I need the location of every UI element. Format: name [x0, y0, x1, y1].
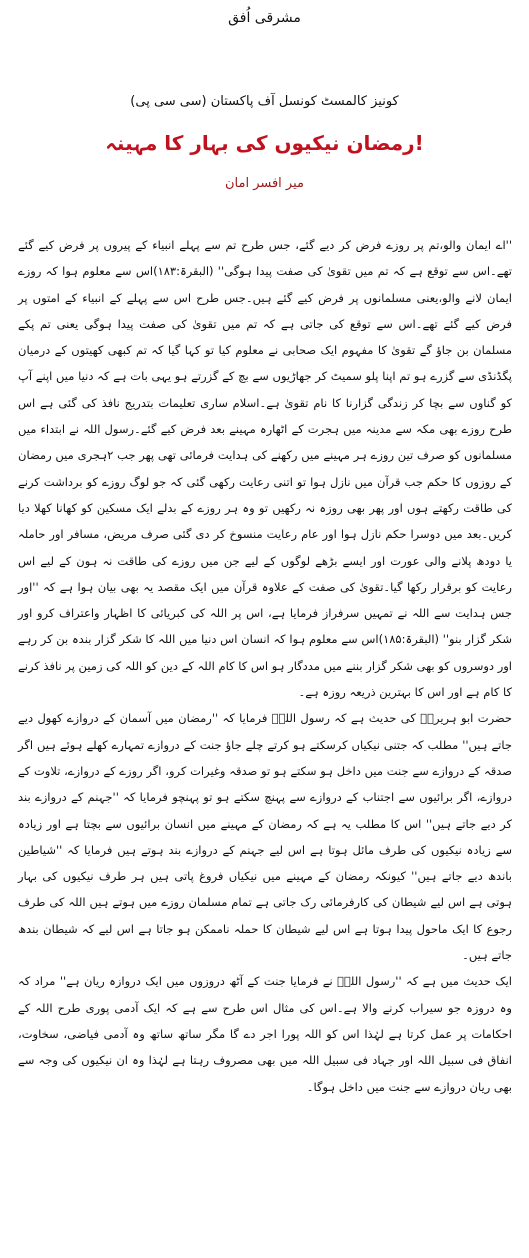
body-paragraph: ''اے ایمان والو،تم پر روزے فرض کر دیے گئے، جس طرح تم سے پہلے انبیاء کے پیروں پر فرض کیے گئے تھے۔اس سے توقع ہے کہ تم میں تقویٰ کی صفت پیدا ہوگی'' (البقرۃ:۱۸۳)اس سے معلوم ہوا کہ روزے ایمان لانے والو،یعنی مسلمانوں پر فرض کیے گئے ہیں۔جس طرح اس سے پہلے کے انبیاء کے امتوں پر فرض کیے گئے تھے۔اس سے توقع کی جاتی ہے کہ تم میں تقویٰ کی صفت پیدا ہوگی یعنی تم پکے مسلمان بن جاؤ گے تقویٰ کا مفہوم ایک صحابی نے معلوم کیا تو کہا گیا کہ تم کبھی کھیتوں کے درمیان پگڈنڈی سے گزرے ہو تم اپنا پلو سمیٹ کر جھاڑیوں سے بچ کے گزرتے ہو یہی بات ہے کہ دنیا میں اپنے آپ کو گناوں سے بچا کر زندگی گزارنا کا نام تقویٰ ہے۔اسلام ساری تعلیمات بتدریج نافذ کی گئی ہے اس طرح روزے بھی مکہ سے مدینہ میں ہجرت کے اٹھارہ مہینے بعد فرض کیے گئے۔رسول اللہ نے ابتداء میں مسلمانوں کو صرف تین روزے ہر مہینے میں رکھنے کی ہدایت فرمائی تھی پھر جب ۲ہجری میں رمضان کے روزوں کا حکم جب قرآن میں نازل ہوا تو اتنی رعایت رکھی گئی کہ جو لوگ روزے کو برداشت کرنے کی طاقت رکھتے ہوں اور پھر بھی روزہ نہ رکھیں تو وہ ہر روزے کے بدلے ایک مسکین کو کھانا کھلا دیا کریں۔بعد میں دوسرا حکم نازل ہوا اور عام رعایت منسوخ کر دی گئی صرف مریض، مسافر اور حاملہ یا دودھ پلانے والی عورت اور ایسے بڑھے لوگوں کے لیے جن میں روزے کی طاقت نہ ہون کے لیے اس رعایت کو برقرار رکھا گیا۔تقویٰ کی صفت کے علاوہ قرآن میں ایک مقصد یہ بھی بیان ہوا ہے کہ ''اور جس ہدایت سے اللہ نے تمہیں سرفراز فرمایا ہے، اس پر اللہ کی کبریائی کا اظہار واعتراف کرو اور شکر گزار بنو'' (البقرۃ:۱۸۵)اس سے معلوم ہوا کہ انسان اس دنیا میں اللہ کا شکر گزار بندہ بن کر رہے اور دوسروں کو بھی شکر گزار بننے میں مددگار ہو اس کا کام اللہ کے دین کو اللہ کی زمین پر نافذ کرنے کا کام ہے اور اس کا بہترین ذریعہ روزہ ہے۔: [18, 238, 513, 700]
article-headline: رمضان نیکیوں کی بہار کا مہینہ!: [105, 131, 424, 155]
column-masthead: مشرقی اُفق: [228, 10, 301, 26]
article-body: [18, 232, 512, 1100]
organization-line: کونیز کالمسٹ کونسل آف پاکستان (سی سی پی): [130, 94, 399, 109]
body-paragraph: ایک حدیث میں ہے کہ ''رسول اللہؐ نے فرمایا جنت کے آٹھ دروزوں میں ایک دروازہ ریان ہے'' مراد کہ وہ دروزہ جو سیراب کرنے والا ہے۔اس کی مثال اس طرح سے ہے کہ ایک آدمی پوری طرح اللہ کے احکامات پر عمل کرتا ہے لہٰذا اس کو اللہ پورا اجر دے گا مگر ساتھ ساتھ وہ آدمی فیاضی، سخاوت، انفاق فی سبیل اللہ اور جہاد فی سبیل اللہ میں بھی مصروف رہتا ہے لہٰذا وہ ان نیکیوں کی وجہ سے بھی ریان دروازے سے جنت میں داخل ہوگا۔: [18, 974, 512, 1094]
author-byline: میر افسر امان: [224, 176, 304, 191]
body-paragraph: حضرت ابو ہریرۃؓ کی حدیث ہے کہ رسول اللہؐ فرمایا کہ ''رمضان میں آسمان کے دروازے کھول دیے جاتے ہیں'' مطلب کہ جتنی نیکیاں کرسکتے ہو کرتے چلے جاؤ جنت کے دروازے تمہارے کھلے ہوئے ہیں اگر صدقہ کے دروازے سے جنت میں داخل ہو سکتے ہو تو صدقہ وغیرات کرو، اگر روزے کے دروازے، تلاوت کے دروازے، اگر برائیوں سے اجتناب کے دروازے سے پہنچ سکتے ہو تو پہنچو فرمایا کہ ''جہنم کے دروازے بند کر دیے جاتے ہیں'' اس کا مطلب یہ ہے کہ رمضان کے مہینے میں انسان برائیوں سے بچتا ہے اور زیادہ سے زیادہ نیکیوں کی طرف مائل ہوتا ہے اس لیے جہنم کے دروازے بند ہوتے ہیں فرمایا کہ ''شیاطین باندھ دیے جاتے ہیں'' کیونکہ رمضان کے مہینے میں نیکیاں فروغ پاتی ہیں ہر طرف نیکیوں کی بہار ہوتی ہے اس لیے شیطان کی کارفرمائی رک جاتی ہے تمام مسلمان روزے میں ہوتے ہیں اللہ کی طرف رجوع کا ایک ماحول پیدا ہوتا ہے اس لیے شیطان کا حملہ ناممکن ہو جاتا ہے اس لیے کہ شیطان بندھ جاتے ہیں۔: [18, 711, 512, 963]
